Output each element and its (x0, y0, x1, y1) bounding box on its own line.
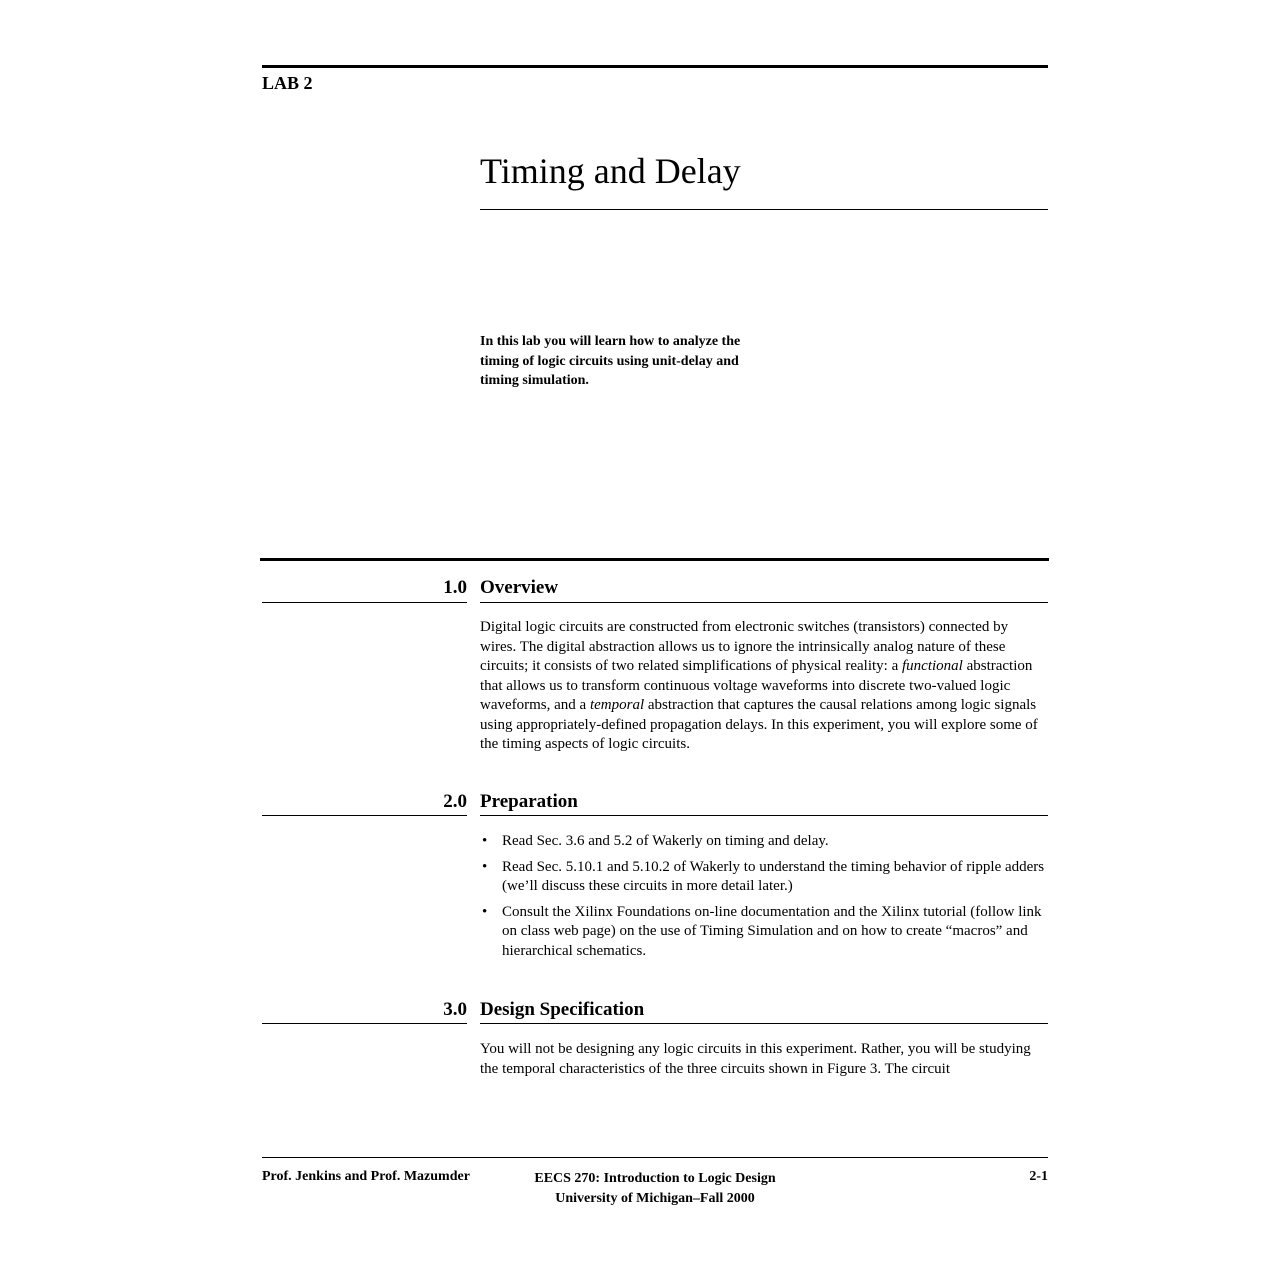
list-item: • Read Sec. 5.10.1 and 5.10.2 of Wakerly to understand the timing behavior of ripple adders (we’ll discuss these circuits in more detail later.) (482, 858, 1045, 894)
page-title: Timing and Delay (480, 151, 741, 191)
emphasis-functional: functional (902, 658, 963, 674)
overview-paragraph: Digital logic circuits are constructed from electronic switches (transistors) connected by wires. The digital abstraction allows us to ignore the intrinsically analog nature of these circuits; it consists of two related simplifications of physical reality: a functional abstraction that allows us to transform continuous voltage waveforms into discrete two-valued logic waveforms, and a temporal abstraction that captures the causal relations among logic signals using appropriately-defined propagation delays. In this experiment, you will explore some of the timing aspects of logic circuits. (480, 619, 1038, 752)
section-number: 2.0 (443, 791, 467, 812)
title-rule (480, 209, 1048, 210)
section-rule-right (480, 815, 1048, 816)
abstract: In this lab you will learn how to analyze the timing of logic circuits using unit-delay and timing simulation. (480, 334, 741, 388)
section-title: Preparation (480, 791, 578, 812)
footer-course-title: EECS 270: Introduction to Logic Design (534, 1171, 776, 1186)
lab-label: LAB 2 (262, 73, 313, 93)
emphasis-temporal: temporal (589, 697, 645, 713)
section-rule-right (480, 1023, 1048, 1024)
footer-rule (262, 1157, 1048, 1158)
section-number: 1.0 (443, 577, 467, 598)
page-number: 2-1 (1029, 1169, 1048, 1184)
header-rule (262, 65, 1048, 68)
section-title: Overview (480, 577, 559, 598)
footer-authors: Prof. Jenkins and Prof. Mazumder (262, 1169, 470, 1184)
section-rule-left (262, 1023, 467, 1024)
section-rule-left (262, 602, 467, 603)
footer-university: University of Michigan–Fall 2000 (555, 1191, 755, 1206)
section-number: 3.0 (443, 999, 467, 1020)
list-item: • Consult the Xilinx Foundations on-line documentation and the Xilinx tutorial (follow link on class web page) on the use of Timing Simulation and on how to create “macros” and hierarchical schematics. (482, 903, 1042, 959)
section-title: Design Specification (480, 999, 645, 1020)
section-rule-left (262, 815, 467, 816)
design-spec-paragraph: You will not be designing any logic circuits in this experiment. Rather, you will be studying the temporal characteristics of the three circuits shown in Figure 3. The circuit (480, 1041, 1031, 1077)
list-item: • Read Sec. 3.6 and 5.2 of Wakerly on timing and delay. (482, 833, 829, 849)
section-divider (260, 558, 1049, 561)
footer-course (480, 1169, 830, 1209)
section-rule-right (480, 602, 1048, 603)
preparation-list (480, 832, 1048, 967)
